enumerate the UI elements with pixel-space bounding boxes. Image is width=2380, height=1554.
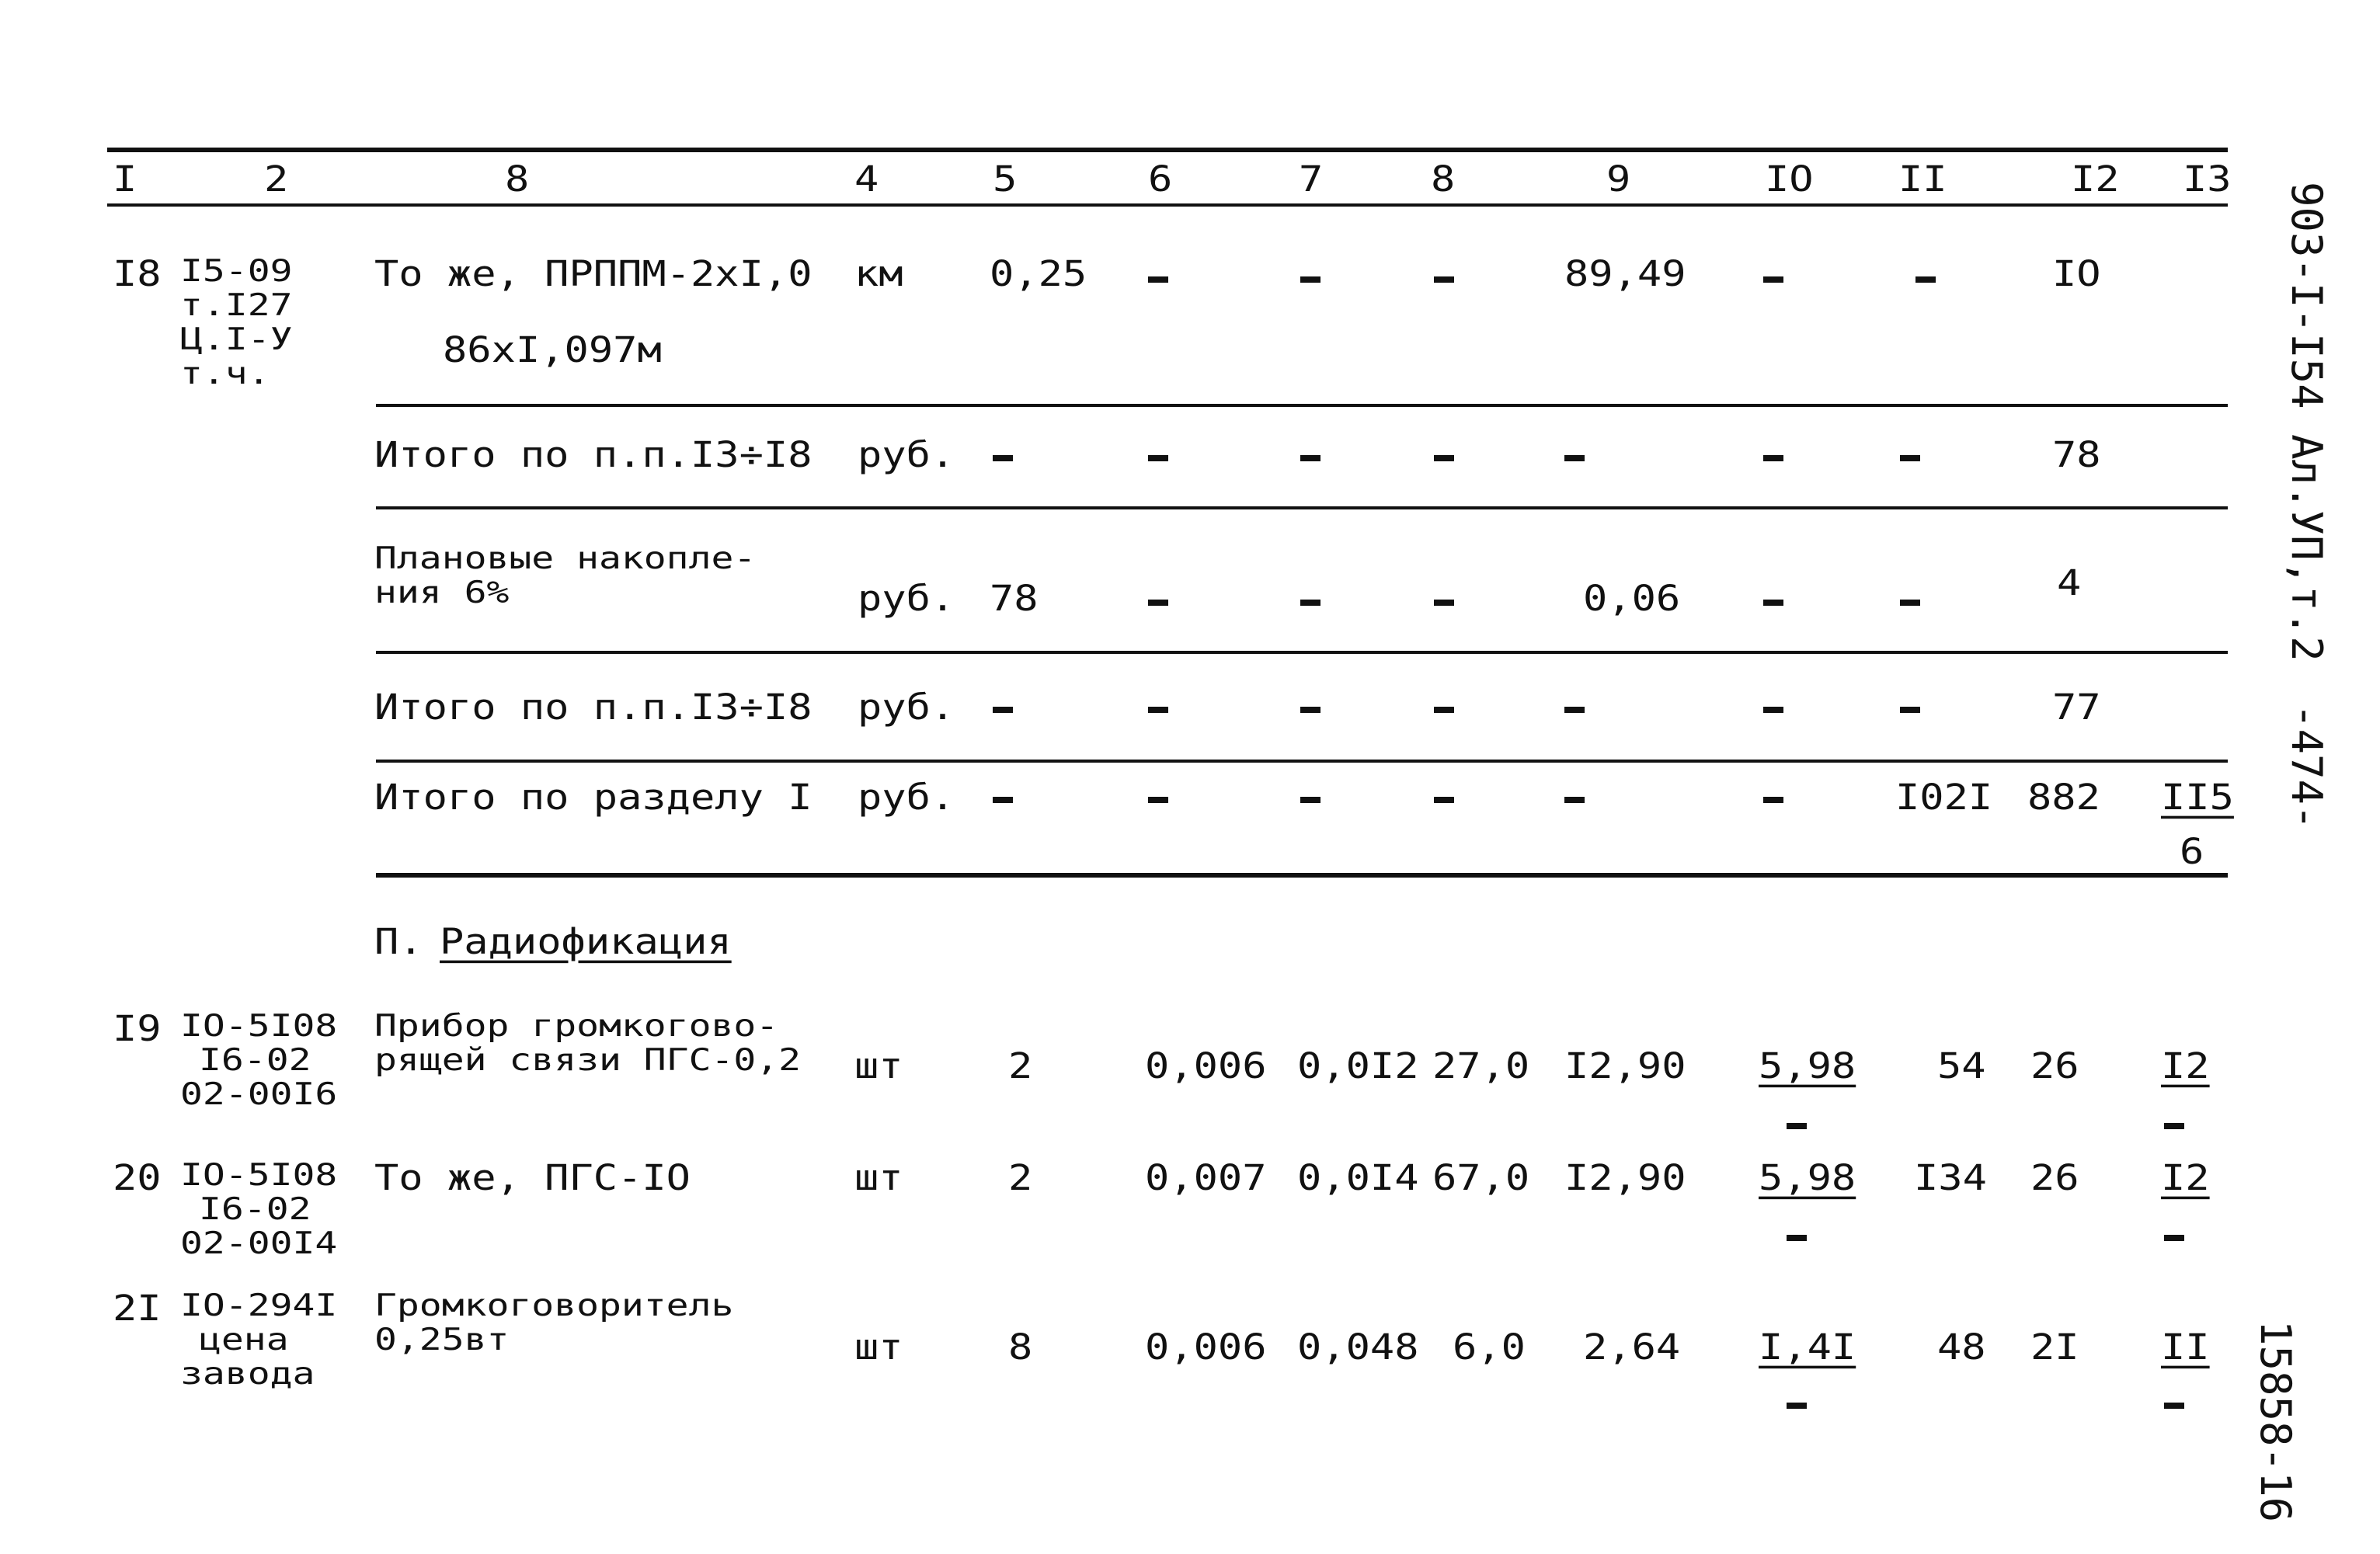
- side-document-code: 903-I-I54 Ал.УП,т.2: [2282, 182, 2331, 662]
- rate-ref-line: IO-294I: [180, 1287, 338, 1323]
- cell-col13: I2: [2161, 1045, 2210, 1087]
- col-header-8: 8: [1431, 158, 1456, 200]
- rate-ref-line: IO-5I08: [180, 1156, 338, 1193]
- empty-cell-dash: [1148, 276, 1168, 283]
- rate-ref-line: 02-00I6: [180, 1076, 338, 1112]
- empty-cell-dash: [1434, 707, 1454, 713]
- empty-cell-dash: [1763, 797, 1783, 803]
- cell-col10-denominator-dash: [1787, 1235, 1807, 1241]
- cell-col13-denominator-dash: [2164, 1403, 2184, 1409]
- unit: руб.: [858, 687, 955, 728]
- cell-col6: 0,007: [1145, 1157, 1267, 1199]
- empty-cell-dash: [1564, 797, 1585, 803]
- row-rule: [376, 651, 2228, 654]
- cell-col10: I,4I: [1759, 1326, 1856, 1368]
- cell-col11: I02I: [1895, 777, 1993, 819]
- cell-col11: 54: [1937, 1045, 1986, 1087]
- col-header-4: 4: [854, 158, 879, 200]
- cell-col5: 8: [1008, 1326, 1033, 1368]
- cell-col13-denominator-dash: [2164, 1123, 2184, 1129]
- rate-ref-line: завода: [180, 1355, 315, 1392]
- col-header-13: I3: [2183, 158, 2232, 200]
- rate-ref-line: I6-02: [199, 1041, 311, 1078]
- row-number: 2I: [113, 1288, 162, 1330]
- empty-cell-dash: [1300, 455, 1320, 461]
- row-rule: [376, 404, 2228, 407]
- cell-col9: I2,90: [1564, 1045, 1686, 1087]
- col-header-12: I2: [2071, 158, 2120, 200]
- cell-col8: 27,0: [1432, 1045, 1530, 1087]
- unit: руб.: [858, 777, 955, 819]
- cell-col6: 0,006: [1145, 1045, 1267, 1087]
- side-archive-number: 15858-16: [2251, 1320, 2300, 1523]
- empty-cell-dash: [1434, 797, 1454, 803]
- cell-col7: 0,0I4: [1297, 1157, 1419, 1199]
- row-number: I8: [113, 253, 162, 295]
- empty-cell-dash: [1300, 707, 1320, 713]
- rate-ref-line: Ц.I-У: [180, 321, 293, 357]
- item-name-line: 0,25вт: [374, 1321, 510, 1358]
- empty-cell-dash: [1300, 276, 1320, 283]
- header-bottom-rule: [107, 203, 2228, 207]
- rate-ref-line: т.ч.: [180, 355, 270, 391]
- cell-col9: I2,90: [1564, 1157, 1686, 1199]
- subtotal-label: Итого по п.п.I3÷I8: [374, 434, 812, 476]
- unit: руб.: [858, 578, 955, 620]
- empty-cell-dash: [1564, 455, 1585, 461]
- cell-col11: I34: [1914, 1157, 1987, 1199]
- unit: руб.: [858, 434, 955, 476]
- empty-cell-dash: [993, 455, 1013, 461]
- row-number: I9: [113, 1008, 162, 1050]
- cell-col10: 5,98: [1759, 1045, 1856, 1087]
- cell-col12: 26: [2030, 1157, 2079, 1199]
- cell-col12: IO: [2052, 253, 2101, 295]
- cell-col12: 77: [2052, 687, 2101, 728]
- cell-col12: 2I: [2030, 1326, 2079, 1368]
- empty-cell-dash: [1434, 600, 1454, 606]
- rate-ref-line: 02-00I4: [180, 1225, 338, 1261]
- rate-ref-line: I6-02: [199, 1191, 311, 1227]
- row-label-line: Плановые накопле-: [374, 540, 757, 576]
- unit: км: [854, 253, 903, 295]
- cell-col10-denominator-dash: [1787, 1403, 1807, 1409]
- cell-col5: 2: [1008, 1045, 1033, 1087]
- row-rule: [376, 506, 2228, 509]
- side-page-number: -474-: [2282, 704, 2331, 830]
- unit: шт: [854, 1157, 903, 1199]
- empty-cell-dash: [1763, 707, 1783, 713]
- cell-col8: 6,0: [1453, 1326, 1526, 1368]
- item-name-line: Громкоговоритель: [374, 1287, 734, 1323]
- empty-cell-dash: [1763, 455, 1783, 461]
- col-header-1: I: [113, 158, 137, 200]
- item-name-line: Прибор громкогово-: [374, 1007, 779, 1044]
- section-title: Радиофикация: [440, 921, 732, 963]
- section-end-rule: [376, 873, 2228, 878]
- col-header-7: 7: [1299, 158, 1324, 200]
- cell-col10: 5,98: [1759, 1157, 1856, 1199]
- cell-col12: 4: [2057, 562, 2082, 604]
- empty-cell-dash: [1900, 455, 1920, 461]
- cell-col7: 0,048: [1297, 1326, 1419, 1368]
- empty-cell-dash: [1148, 455, 1168, 461]
- row-number: 20: [113, 1157, 162, 1199]
- subtotal-label: Итого по п.п.I3÷I8: [374, 687, 812, 728]
- empty-cell-dash: [1900, 600, 1920, 606]
- cell-col5: 78: [990, 578, 1039, 620]
- empty-cell-dash: [993, 707, 1013, 713]
- col-header-2: 2: [264, 158, 289, 200]
- cell-col12: 26: [2030, 1045, 2079, 1087]
- cell-col9: 0,06: [1583, 578, 1681, 620]
- col-header-9: 9: [1606, 158, 1631, 200]
- empty-cell-dash: [1434, 276, 1454, 283]
- cell-col13: II: [2161, 1326, 2210, 1368]
- empty-cell-dash: [1434, 455, 1454, 461]
- empty-cell-dash: [1763, 276, 1783, 283]
- unit: шт: [854, 1045, 903, 1087]
- cell-col9: 89,49: [1564, 253, 1686, 295]
- cell-col5: 2: [1008, 1157, 1033, 1199]
- empty-cell-dash: [1148, 797, 1168, 803]
- item-name: То же, ПГС-IO: [374, 1157, 691, 1199]
- empty-cell-dash: [1148, 600, 1168, 606]
- cell-col8: 67,0: [1432, 1157, 1530, 1199]
- cell-col6: 0,006: [1145, 1326, 1267, 1368]
- cell-col10-denominator-dash: [1787, 1123, 1807, 1129]
- rate-ref-line: т.I27: [180, 287, 293, 323]
- item-name-detail: 86хI,097м: [443, 329, 662, 371]
- empty-cell-dash: [1900, 707, 1920, 713]
- empty-cell-dash: [1300, 797, 1320, 803]
- empty-cell-dash: [1148, 707, 1168, 713]
- col-header-11: II: [1898, 158, 1947, 200]
- rate-ref-line: IO-5I08: [180, 1007, 338, 1044]
- empty-cell-dash: [993, 797, 1013, 803]
- col-header-10: IO: [1765, 158, 1814, 200]
- header-top-rule: [107, 148, 2228, 152]
- item-name-line: рящей связи ПГС-0,2: [374, 1041, 802, 1078]
- empty-cell-dash: [1763, 600, 1783, 606]
- cell-col12: 78: [2052, 434, 2101, 476]
- cell-col13: I2: [2161, 1157, 2210, 1199]
- row-rule: [376, 760, 2228, 763]
- rate-ref-line: цена: [199, 1321, 289, 1358]
- rate-ref-line: I5-09: [180, 252, 293, 289]
- cell-col13-denominator-dash: [2164, 1235, 2184, 1241]
- cell-col7: 0,0I2: [1297, 1045, 1419, 1087]
- col-header-6: 6: [1148, 158, 1173, 200]
- cell-col9: 2,64: [1583, 1326, 1681, 1368]
- cell-col13-denominator: 6: [2180, 831, 2204, 873]
- cell-col12: 882: [2027, 777, 2100, 819]
- empty-cell-dash: [1564, 707, 1585, 713]
- row-label-line: ния 6%: [374, 574, 510, 610]
- unit: шт: [854, 1326, 903, 1368]
- col-header-5: 5: [993, 158, 1018, 200]
- col-header-3: 8: [505, 158, 530, 200]
- cell-col5: 0,25: [990, 253, 1087, 295]
- empty-cell-dash: [1300, 600, 1320, 606]
- section-number: П.: [374, 921, 423, 963]
- cell-col13-numerator: II5: [2161, 777, 2234, 819]
- empty-cell-dash: [1915, 276, 1936, 283]
- item-name: То же, ПРППМ-2хI,0: [374, 253, 812, 295]
- section-total-label: Итого по разделу I: [374, 777, 812, 819]
- cell-col11: 48: [1937, 1326, 1986, 1368]
